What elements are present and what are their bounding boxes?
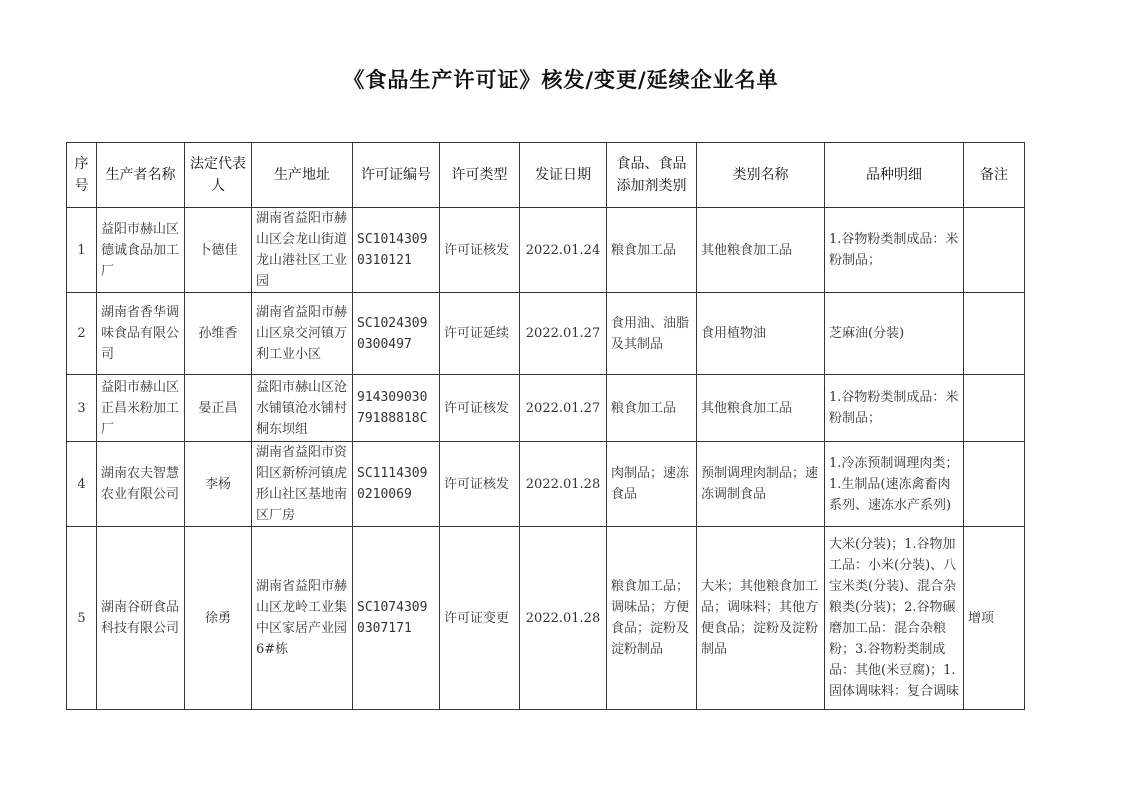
cell-address: 湖南省益阳市资阳区新桥河镇虎形山社区基地南区厂房 — [252, 442, 353, 527]
cell-seq: 2 — [67, 293, 97, 375]
cell-license-no: SC11143090210069 — [353, 442, 440, 527]
header-food-category: 食品、食品添加剂类别 — [607, 143, 697, 208]
table-row — [67, 293, 1025, 375]
cell-seq: 1 — [67, 208, 97, 293]
cell-variety-detail: 1.谷物粉类制成品：米粉制品； — [825, 375, 964, 442]
cell-seq: 3 — [67, 375, 97, 442]
table-row — [67, 527, 1025, 710]
cell-license-type: 许可证变更 — [440, 527, 520, 710]
cell-legal-rep: 卜德佳 — [185, 208, 252, 293]
cell-address: 益阳市赫山区沧水铺镇沧水铺村桐东坝组 — [252, 375, 353, 442]
cell-food-category: 粮食加工品 — [607, 375, 697, 442]
cell-producer: 湖南谷研食品科技有限公司 — [97, 527, 185, 710]
header-category-name: 类别名称 — [697, 143, 825, 208]
cell-producer: 益阳市赫山区德诚食品加工厂 — [97, 208, 185, 293]
cell-category-name: 大米；其他粮食加工品；调味料；其他方便食品；淀粉及淀粉制品 — [697, 527, 825, 710]
table-row — [67, 208, 1025, 293]
cell-category-name: 其他粮食加工品 — [697, 208, 825, 293]
cell-legal-rep: 徐勇 — [185, 527, 252, 710]
cell-variety-detail — [825, 527, 964, 710]
cell-category-name: 其他粮食加工品 — [697, 375, 825, 442]
cell-license-type: 许可证核发 — [440, 375, 520, 442]
cell-variety-detail: 1.冷冻预制调理肉类；1.生制品(速冻禽畜肉系列、速冻水产系列) — [825, 442, 964, 527]
header-seq: 序号 — [67, 143, 97, 208]
table-header-row — [67, 143, 1025, 208]
cell-issue-date: 2022.01.28 — [520, 527, 607, 710]
cell-category-name: 预制调理肉制品；速冻调制食品 — [697, 442, 825, 527]
cell-remark — [964, 442, 1025, 527]
cell-remark: 增项 — [964, 527, 1025, 710]
cell-food-category: 粮食加工品 — [607, 208, 697, 293]
cell-remark — [964, 375, 1025, 442]
header-legal-rep: 法定代表人 — [185, 143, 252, 208]
cell-variety-detail: 1.谷物粉类制成品：米粉制品； — [825, 208, 964, 293]
license-table — [66, 142, 1025, 710]
document-title: 《食品生产许可证》核发/变更/延续企业名单 — [343, 67, 779, 92]
cell-address: 湖南省益阳市赫山区龙岭工业集中区家居产业园 6#栋 — [252, 527, 353, 710]
cell-remark — [964, 208, 1025, 293]
header-variety-detail: 品种明细 — [825, 143, 964, 208]
cell-license-no: 91430903079188818C — [353, 375, 440, 442]
cell-license-type: 许可证延续 — [440, 293, 520, 375]
cell-variety-detail: 芝麻油(分装) — [825, 293, 964, 375]
cell-legal-rep: 孙维香 — [185, 293, 252, 375]
cell-license-type: 许可证核发 — [440, 208, 520, 293]
cell-license-no: SC10743090307171 — [353, 527, 440, 710]
header-producer: 生产者名称 — [97, 143, 185, 208]
cell-producer: 湖南省香华调味食品有限公司 — [97, 293, 185, 375]
cell-food-category: 肉制品；速冻食品 — [607, 442, 697, 527]
variety-detail-text: 大米(分装)；1.谷物加工品：小米(分装)、八宝米类(分装)、混合杂粮类(分装)；2.谷物碾磨加工品：混合杂粮粉；3.谷物粉类制成品：其他(米豆腐)；1.固体调味料：复合调味 — [829, 537, 959, 699]
cell-issue-date: 2022.01.27 — [520, 375, 607, 442]
header-license-type: 许可类型 — [440, 143, 520, 208]
cell-issue-date: 2022.01.28 — [520, 442, 607, 527]
header-license-no: 许可证编号 — [353, 143, 440, 208]
table-row — [67, 442, 1025, 527]
cell-producer: 湖南农夫智慧农业有限公司 — [97, 442, 185, 527]
cell-legal-rep: 晏正昌 — [185, 375, 252, 442]
cell-remark — [964, 293, 1025, 375]
cell-issue-date: 2022.01.27 — [520, 293, 607, 375]
cell-license-type: 许可证核发 — [440, 442, 520, 527]
cell-seq: 5 — [67, 527, 97, 710]
cell-category-name: 食用植物油 — [697, 293, 825, 375]
cell-food-category: 食用油、油脂及其制品 — [607, 293, 697, 375]
cell-license-no: SC10243090300497 — [353, 293, 440, 375]
table-row — [67, 375, 1025, 442]
cell-producer: 益阳市赫山区正昌米粉加工厂 — [97, 375, 185, 442]
cell-license-no: SC10143090310121 — [353, 208, 440, 293]
cell-issue-date: 2022.01.24 — [520, 208, 607, 293]
header-remark: 备注 — [964, 143, 1025, 208]
header-issue-date: 发证日期 — [520, 143, 607, 208]
cell-address: 湖南省益阳市赫山区会龙山街道龙山港社区工业园 — [252, 208, 353, 293]
cell-legal-rep: 李杨 — [185, 442, 252, 527]
cell-address: 湖南省益阳市赫山区泉交河镇万利工业小区 — [252, 293, 353, 375]
header-address: 生产地址 — [252, 143, 353, 208]
cell-food-category: 粮食加工品；调味品；方便食品；淀粉及淀粉制品 — [607, 527, 697, 710]
cell-seq: 4 — [67, 442, 97, 527]
